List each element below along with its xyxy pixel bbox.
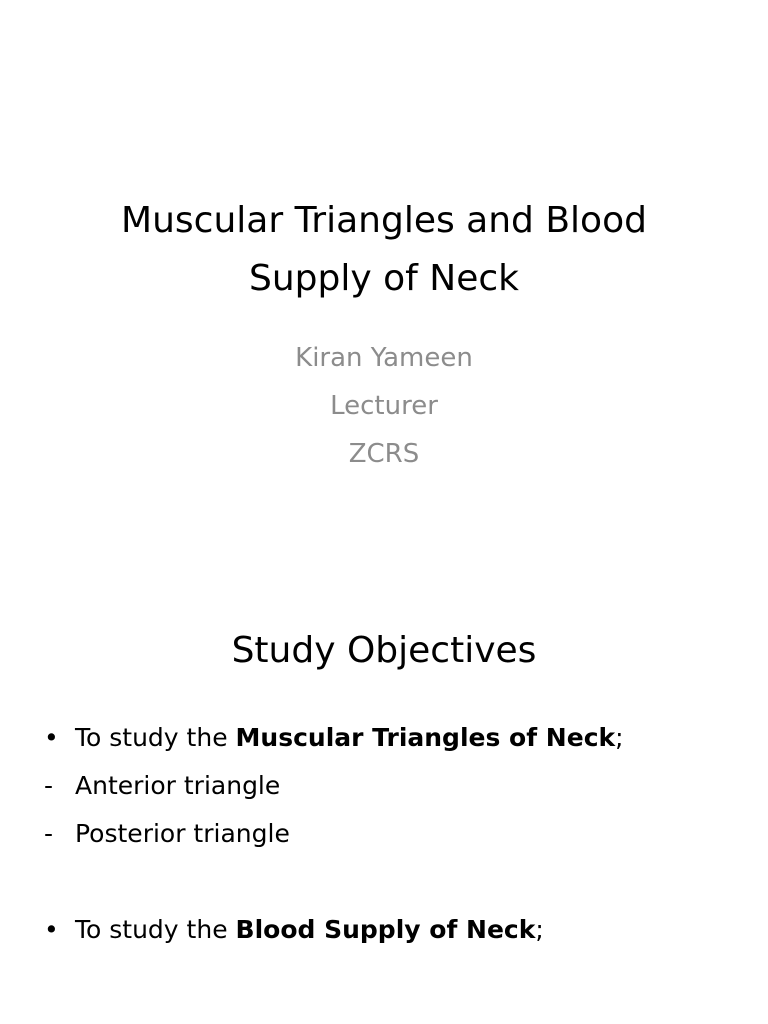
institution-name: ZCRS [348,439,420,469]
bullet-marker: • [44,915,59,944]
objectives-slide [0,576,768,1024]
item-prefix: To study the [75,723,236,752]
item-text: Anterior triangle [75,771,281,800]
list-item [44,762,744,810]
presenter-info [60,334,708,478]
list-item [44,810,744,858]
item-bold-text: Muscular Triangles of Neck [235,723,616,752]
objectives-heading: Study Objectives [231,630,537,671]
item-prefix: To study the [75,915,236,944]
author-role: Lecturer [330,391,438,421]
item-suffix: ; [535,915,544,944]
dash-marker: - [44,819,54,848]
title-line-1: Muscular Triangles and Blood [121,200,647,241]
list-item [44,906,744,954]
author-name: Kiran Yameen [295,343,473,373]
item-text: Posterior triangle [75,819,290,848]
item-suffix: ; [615,723,624,752]
list-item [44,714,744,762]
presentation-title [60,192,708,308]
item-bold-text: Blood Supply of Neck [235,915,536,944]
title-line-2: Supply of Neck [249,258,519,299]
objectives-list [44,714,744,954]
bullet-marker: • [44,723,59,752]
dash-marker: - [44,771,54,800]
